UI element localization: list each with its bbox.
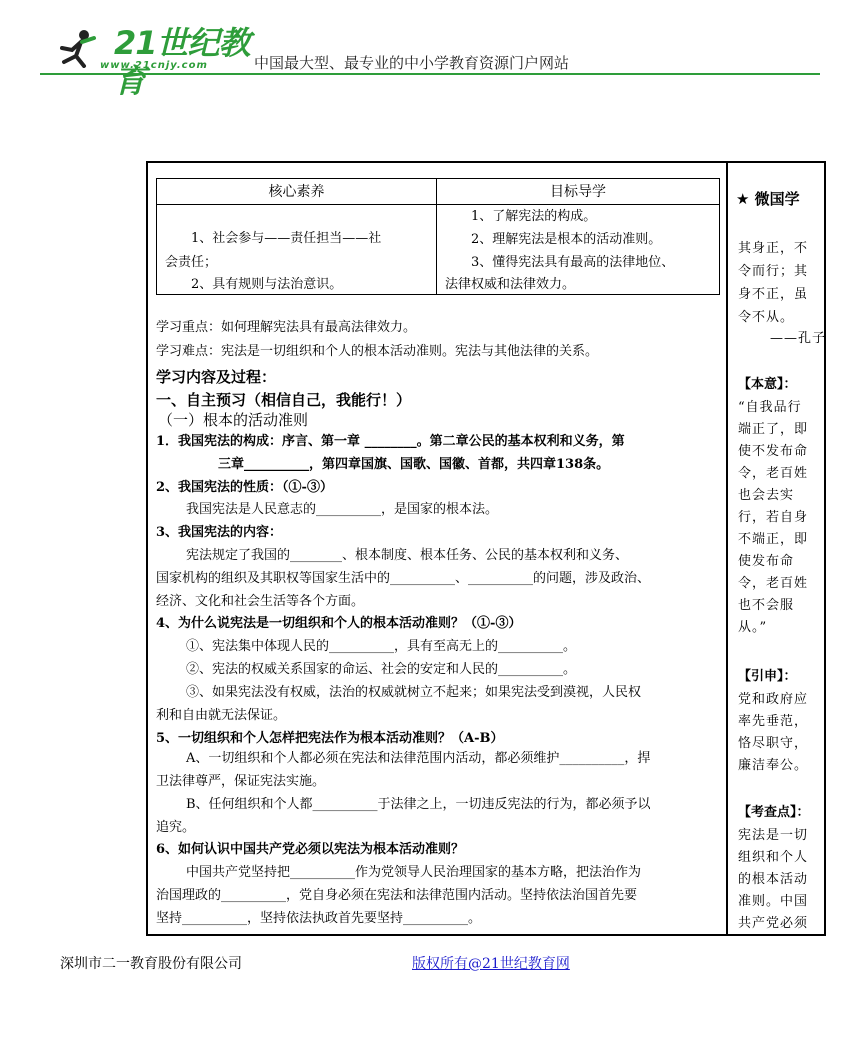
- sidebar-title: ★ 微国学: [736, 190, 800, 208]
- q3-line2: 国家机构的组织及其职权等国家生活中的__________、__________的问题，涉及政治、: [156, 571, 651, 586]
- site-header: [40, 22, 820, 100]
- meaning-line: 令，老百姓: [738, 576, 809, 591]
- q5-line1: A、一切组织和个人都必须在宪法和法律范围内活动，都必须维护__________，捍: [186, 751, 651, 766]
- meaning-line: 从。”: [738, 620, 768, 635]
- extend-label: 【引申】：: [738, 669, 797, 684]
- core-literacy-line: 2、具有规则与法治意识。: [191, 277, 343, 292]
- exam-point-line: 共产党必须: [738, 916, 809, 931]
- q1-label: 1．我国宪法的构成：: [156, 434, 283, 449]
- key-point: 学习重点：如何理解宪法具有最高法律效力。: [156, 320, 417, 335]
- q4-line2: ②、宪法的权威关系国家的命运、社会的安定和人民的__________。: [186, 662, 577, 677]
- core-literacy-line: 会责任；: [165, 255, 218, 270]
- learning-goal-line: 1、了解宪法的构成。: [471, 209, 597, 224]
- exam-point-line: 准则。中国: [738, 894, 809, 909]
- q4-line1: ①、宪法集中体现人民的__________，具有至高无上的__________。: [186, 639, 577, 654]
- q5-line3: B、任何组织和个人都__________于法律之上，一切违反宪法的行为，都必须予以: [186, 797, 651, 812]
- q3-line1: 宪法规定了我国的________、根本制度、根本任务、公民的基本权利和义务、: [186, 548, 629, 563]
- footer-company: 深圳市二一教育股份有限公司: [60, 956, 242, 972]
- part1-title: 一、自主预习（相信自己，我能行！）: [156, 391, 412, 409]
- sub1-title: （一）根本的活动准则: [158, 411, 309, 429]
- q6-line1: 中国共产党坚持把__________作为党领导人民治理国家的基本方略，把法治作为: [186, 865, 642, 880]
- site-slogan: 中国最大型、最专业的中小学教育资源门户网站: [254, 54, 570, 72]
- core-literacy-cell: [157, 205, 437, 294]
- core-literacy-header: 核心素养: [157, 179, 437, 205]
- q6-title: 6、如何认识中国共产党必须以宪法为根本活动准则？: [156, 842, 465, 857]
- q3-title: 3、我国宪法的内容：: [156, 525, 283, 540]
- meaning-line: 也不会服: [738, 598, 795, 613]
- q2-title: 2、我国宪法的性质：（①-③）: [156, 480, 333, 495]
- quote-line: 其身正，不: [738, 241, 809, 256]
- q5-line2: 卫法律尊严，保证宪法实施。: [156, 774, 326, 789]
- site-logo[interactable]: [40, 22, 250, 100]
- sidebar-divider: [726, 161, 728, 936]
- quote-line: 令而行；其: [738, 264, 809, 279]
- q1-line1: 序言、第一章 ________。第二章公民的基本权利和义务，第: [282, 434, 625, 449]
- logo-wordmark: 21世纪教育: [114, 24, 250, 100]
- q5-line4: 追究。: [156, 820, 196, 835]
- extend-line: 廉洁奉公。: [738, 758, 809, 773]
- core-goals-table: [156, 178, 720, 295]
- quote-line: 身不正，虽: [738, 287, 809, 302]
- learning-goal-line: 法律权威和法律效力。: [445, 277, 576, 292]
- footer-copyright-link[interactable]: 版权所有@21世纪教育网: [412, 956, 570, 972]
- q3-line3: 经济、文化和社会生活等各个方面。: [156, 594, 365, 609]
- meaning-line: 不端正，即: [738, 532, 809, 547]
- meaning-line: “自我品行: [738, 400, 802, 415]
- extend-line: 恪尽职守，: [738, 736, 809, 751]
- meaning-line: 行，若自身: [738, 510, 809, 525]
- learning-goal-line: 2、理解宪法是根本的活动准则。: [471, 232, 662, 247]
- q5-title: 5、一切组织和个人怎样把宪法作为根本活动准则？（A-B）: [156, 731, 504, 746]
- difficulty: 学习难点：宪法是一切组织和个人的根本活动准则。宪法与其他法律的关系。: [156, 344, 599, 359]
- quote-line: 令不从。: [738, 310, 795, 325]
- process-title: 学习内容及过程：: [156, 368, 277, 386]
- learning-goals-cell: [437, 205, 719, 294]
- meaning-line: 使不发布命: [738, 444, 809, 459]
- runner-icon: [54, 28, 100, 68]
- quote-author: ——孔子: [770, 331, 827, 346]
- core-literacy-line: 1、社会参与——责任担当——社: [191, 231, 382, 246]
- q4-title: 4、为什么说宪法是一切组织和个人的根本活动准则？（①-③）: [156, 616, 522, 631]
- q1-line2: 三章__________，第四章国旗、国歌、国徽、首都，共四章138条。: [218, 457, 610, 472]
- logo-url: www.21cnjy.com: [100, 60, 208, 71]
- learning-goals-header: 目标导学: [437, 179, 719, 205]
- meaning-line: 使发布命: [738, 554, 795, 569]
- q6-line3: 坚持__________，坚持依法执政首先要坚持__________。: [156, 911, 482, 926]
- q2-line1: 我国宪法是人民意志的__________，是国家的根本法。: [186, 502, 499, 517]
- exam-point-line: 宪法是一切: [738, 828, 809, 843]
- meaning-line: 也会去实: [738, 488, 795, 503]
- q4-line3: ③、如果宪法没有权威，法治的权威就树立不起来；如果宪法受到漠视，人民权: [186, 685, 642, 700]
- header-divider: [40, 73, 820, 75]
- q6-line2: 治国理政的__________，党自身必须在宪法和法律范围内活动。坚持依法治国首先要: [156, 888, 638, 903]
- exam-point-label: 【考查点】：: [738, 805, 810, 820]
- learning-goal-line: 3、懂得宪法具有最高的法律地位、: [471, 255, 675, 270]
- extend-line: 党和政府应: [738, 692, 809, 707]
- meaning-line: 令，老百姓: [738, 466, 809, 481]
- exam-point-line: 组织和个人: [738, 850, 809, 865]
- q4-line4: 利和自由就无法保证。: [156, 708, 287, 723]
- extend-line: 率先垂范，: [738, 714, 809, 729]
- meaning-line: 端正了，即: [738, 422, 809, 437]
- exam-point-line: 的根本活动: [738, 872, 809, 887]
- meaning-label: 【本意】：: [738, 377, 797, 392]
- q1-row: [156, 432, 625, 452]
